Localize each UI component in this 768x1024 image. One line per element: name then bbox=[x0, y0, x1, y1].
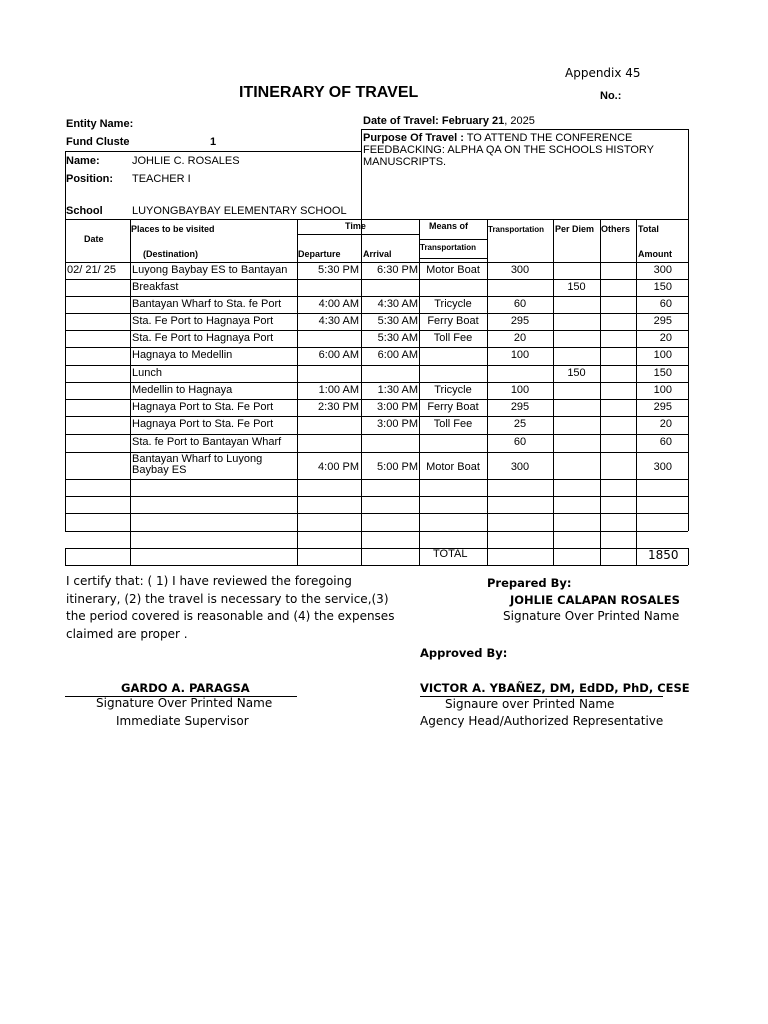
row-departure: 5:30 PM bbox=[318, 264, 359, 276]
row-transportation: 295 bbox=[510, 401, 530, 413]
row-departure: 1:00 AM bbox=[318, 384, 359, 396]
row-arrival: 3:00 PM bbox=[377, 401, 418, 413]
row-total: 300 bbox=[653, 461, 672, 473]
purpose-value: TO ATTEND THE CONFERENCE FEEDBACKING: ALPHA QA ON THE SCHOOLS HISTORY MANUSCRIPTS. bbox=[363, 132, 654, 168]
row-total: 300 bbox=[653, 264, 672, 276]
prepared-by-label: Prepared By: bbox=[487, 576, 572, 590]
row-total: 295 bbox=[653, 315, 672, 327]
row-total: 60 bbox=[659, 298, 672, 310]
row-transportation: 300 bbox=[510, 264, 530, 276]
prepared-by-name: JOHLIE CALAPAN ROSALES bbox=[510, 593, 680, 607]
row-place: Hagnaya Port to Sta. Fe Port bbox=[132, 418, 274, 430]
position-label: Position: bbox=[66, 173, 114, 185]
document-number-label: No.: bbox=[600, 90, 622, 102]
date-of-travel-label: Date of Travel: bbox=[363, 115, 439, 127]
document-title: ITINERARY OF TRAVEL bbox=[239, 84, 419, 101]
row-total: 150 bbox=[653, 367, 672, 379]
row-place: Sta. Fe Port to Hagnaya Port bbox=[132, 332, 274, 344]
row-means: Motor Boat bbox=[426, 461, 480, 473]
school-label: School bbox=[66, 205, 103, 217]
school-value: LUYONGBAYBAY ELEMENTARY SCHOOL bbox=[132, 205, 347, 217]
row-transportation: 60 bbox=[513, 298, 527, 310]
grand-total: 1850 bbox=[648, 548, 679, 562]
row-arrival: 6:00 AM bbox=[377, 349, 418, 361]
row-arrival: 5:30 AM bbox=[377, 315, 418, 327]
row-arrival: 5:00 PM bbox=[377, 461, 418, 473]
fund-cluster-label: Fund Cluste bbox=[66, 136, 130, 148]
row-arrival: 6:30 PM bbox=[377, 264, 418, 276]
row-means: Ferry Boat bbox=[427, 315, 479, 327]
row-place: Lunch bbox=[132, 367, 162, 379]
row-transportation: 295 bbox=[510, 315, 530, 327]
transportation-header: Transportation bbox=[488, 225, 545, 234]
row-transportation: 100 bbox=[510, 384, 530, 396]
row-departure: 4:00 AM bbox=[318, 298, 359, 310]
date-header: Date bbox=[84, 234, 104, 244]
total-label: TOTAL bbox=[433, 548, 468, 560]
row-departure: 4:30 AM bbox=[318, 315, 359, 327]
row-place: Bantayan Wharf to Luyong Baybay ES bbox=[132, 453, 263, 476]
row-departure: 2:30 PM bbox=[318, 401, 359, 413]
date-of-travel-year: , 2025 bbox=[504, 115, 535, 127]
row-total: 20 bbox=[659, 332, 672, 344]
date-of-travel bbox=[363, 115, 535, 127]
row-total: 295 bbox=[653, 401, 672, 413]
row-means: Ferry Boat bbox=[427, 401, 479, 413]
prepared-by-caption: Signature Over Printed Name bbox=[503, 609, 680, 623]
row-means: Motor Boat bbox=[426, 264, 480, 276]
row-means: Toll Fee bbox=[433, 332, 473, 344]
certification-text: I certify that: ( 1) I have reviewed the foregoing itinerary, (2) the travel is necessary to the service,(3) the period covered is reasonable and (4) the expenses claimed are proper . bbox=[66, 574, 395, 641]
supervisor-position: Immediate Supervisor bbox=[116, 714, 249, 728]
row-place: Sta. Fe Port to Hagnaya Port bbox=[132, 315, 274, 327]
places-header: Places to be visited bbox=[131, 224, 215, 234]
others-header: Others bbox=[601, 224, 631, 234]
row-means: Toll Fee bbox=[433, 418, 473, 430]
row-arrival: 1:30 AM bbox=[377, 384, 418, 396]
transportation-mode-header: Transportation bbox=[420, 243, 477, 252]
fund-cluster-value: 1 bbox=[210, 136, 217, 148]
row-place: Bantayan Wharf to Sta. fe Port bbox=[132, 298, 282, 310]
purpose-of-travel bbox=[363, 132, 685, 168]
row-place: Hagnaya Port to Sta. Fe Port bbox=[132, 401, 274, 413]
time-header: Time bbox=[345, 221, 366, 231]
amount-header: Amount bbox=[638, 249, 672, 259]
destination-header: (Destination) bbox=[143, 249, 198, 259]
arrival-header: Arrival bbox=[363, 249, 392, 259]
approver-position: Agency Head/Authorized Representative bbox=[420, 714, 664, 728]
row-means: Tricycle bbox=[434, 298, 472, 310]
approved-by-label: Approved By: bbox=[420, 646, 508, 660]
row-transportation: 300 bbox=[510, 461, 530, 473]
row-transportation: 25 bbox=[513, 418, 527, 430]
name-value: JOHLIE C. ROSALES bbox=[132, 155, 240, 167]
total-header: Total bbox=[638, 224, 659, 234]
date-of-travel-value: February 21 bbox=[441, 115, 505, 127]
entity-name-label: Entity Name: bbox=[66, 118, 134, 130]
row-date: 02/ 21/ 25 bbox=[67, 264, 116, 276]
row-means: Tricycle bbox=[434, 384, 472, 396]
approver-name: VICTOR A. YBAÑEZ, DM, EdDD, PhD, CESE bbox=[420, 681, 690, 695]
row-total: 100 bbox=[653, 349, 672, 361]
approver-caption: Signaure over Printed Name bbox=[445, 697, 615, 711]
row-place: Medellin to Hagnaya bbox=[132, 384, 233, 396]
appendix-number: Appendix 45 bbox=[565, 66, 641, 80]
row-arrival: 5:30 AM bbox=[377, 332, 418, 344]
row-transportation: 60 bbox=[513, 436, 527, 448]
supervisor-caption: Signature Over Printed Name bbox=[96, 696, 273, 710]
purpose-label: Purpose Of Travel : bbox=[363, 132, 464, 144]
row-transportation: 100 bbox=[510, 349, 530, 361]
row-departure: 6:00 AM bbox=[318, 349, 359, 361]
row-per-diem: 150 bbox=[567, 367, 586, 379]
row-departure: 4:00 PM bbox=[318, 461, 359, 473]
row-arrival: 3:00 PM bbox=[377, 418, 418, 430]
row-total: 20 bbox=[659, 418, 672, 430]
row-place: Sta. fe Port to Bantayan Wharf bbox=[132, 436, 282, 448]
row-per-diem: 150 bbox=[567, 281, 586, 293]
name-label: Name: bbox=[66, 155, 100, 167]
means-of-header: Means of bbox=[429, 221, 469, 231]
row-place: Luyong Baybay ES to Bantayan bbox=[132, 264, 288, 276]
departure-header: Departure bbox=[298, 249, 341, 259]
row-total: 100 bbox=[653, 384, 672, 396]
row-arrival: 4:30 AM bbox=[377, 298, 418, 310]
position-value: TEACHER I bbox=[132, 173, 191, 185]
row-total: 150 bbox=[653, 281, 672, 293]
per-diem-header: Per Diem bbox=[555, 224, 595, 234]
row-total: 60 bbox=[659, 436, 672, 448]
row-place: Hagnaya to Medellin bbox=[132, 349, 233, 361]
row-place: Breakfast bbox=[132, 281, 179, 293]
supervisor-name: GARDO A. PARAGSA bbox=[121, 681, 250, 695]
row-transportation: 20 bbox=[513, 332, 527, 344]
